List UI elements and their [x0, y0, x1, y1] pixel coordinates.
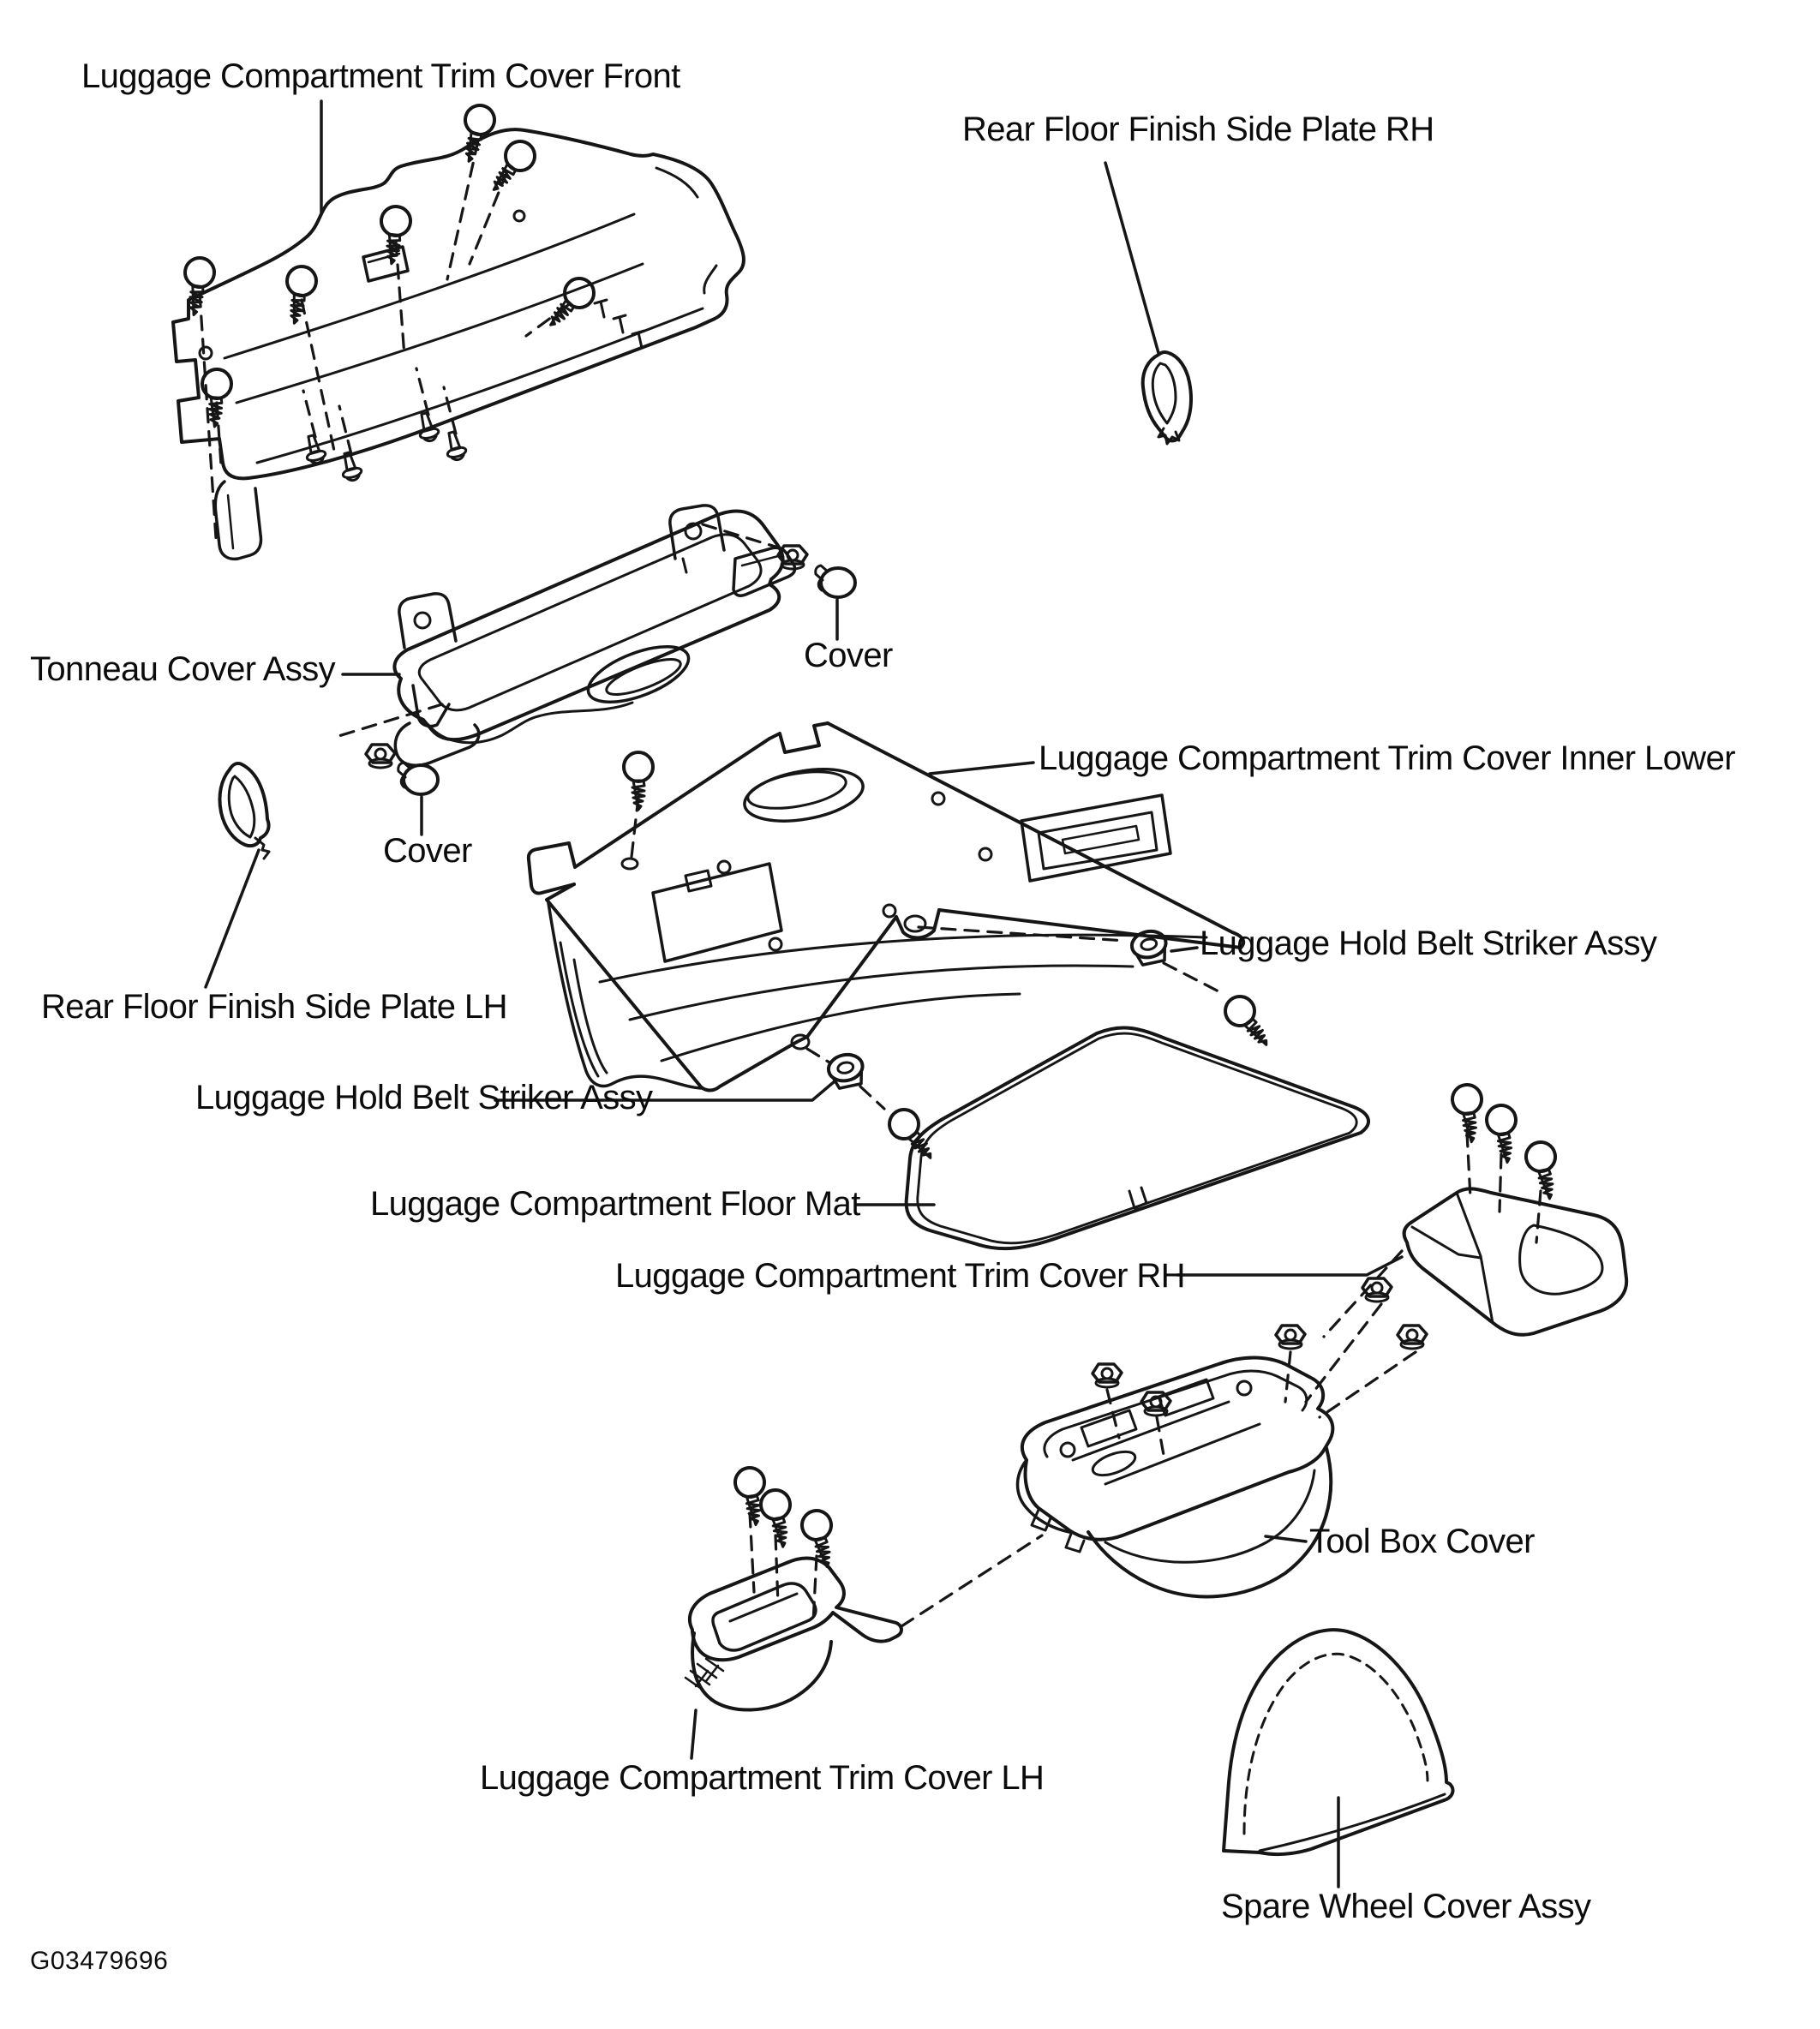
label-belt-striker-right: Luggage Hold Belt Striker Assy: [1200, 925, 1657, 962]
label-tool-box-cover: Tool Box Cover: [1309, 1523, 1535, 1560]
tool-box-cover-drawing: [901, 1326, 1332, 1626]
side-plate-rh-drawing: [1143, 352, 1191, 444]
label-side-plate-lh: Rear Floor Finish Side Plate LH: [41, 988, 507, 1026]
label-spare-wheel-cover: Spare Wheel Cover Assy: [1221, 1888, 1591, 1925]
label-trim-cover-front: Luggage Compartment Trim Cover Front: [81, 57, 680, 95]
figure-code: G03479696: [30, 1947, 169, 1975]
label-side-plate-rh: Rear Floor Finish Side Plate RH: [962, 111, 1434, 148]
side-plate-lh-drawing: [219, 763, 269, 859]
trim-cover-lh-drawing: [685, 1466, 901, 1710]
trim-cover-front-fasteners: [179, 102, 600, 482]
label-belt-striker-left: Luggage Hold Belt Striker Assy: [195, 1079, 653, 1116]
label-trim-cover-rh: Luggage Compartment Trim Cover RH: [615, 1257, 1185, 1295]
tonneau-cover-drawing: [394, 506, 794, 765]
label-tonneau-cover: Tonneau Cover Assy: [30, 650, 336, 688]
label-floor-mat: Luggage Compartment Floor Mat: [370, 1185, 860, 1223]
label-inner-lower: Luggage Compartment Trim Cover Inner Lower: [1039, 739, 1735, 777]
label-cover-right: Cover: [804, 637, 893, 674]
label-trim-cover-lh: Luggage Compartment Trim Cover LH: [480, 1759, 1045, 1797]
floor-mat-drawing: [907, 1027, 1368, 1248]
label-cover-left: Cover: [383, 832, 472, 870]
trim-cover-front-drawing: [173, 129, 744, 559]
